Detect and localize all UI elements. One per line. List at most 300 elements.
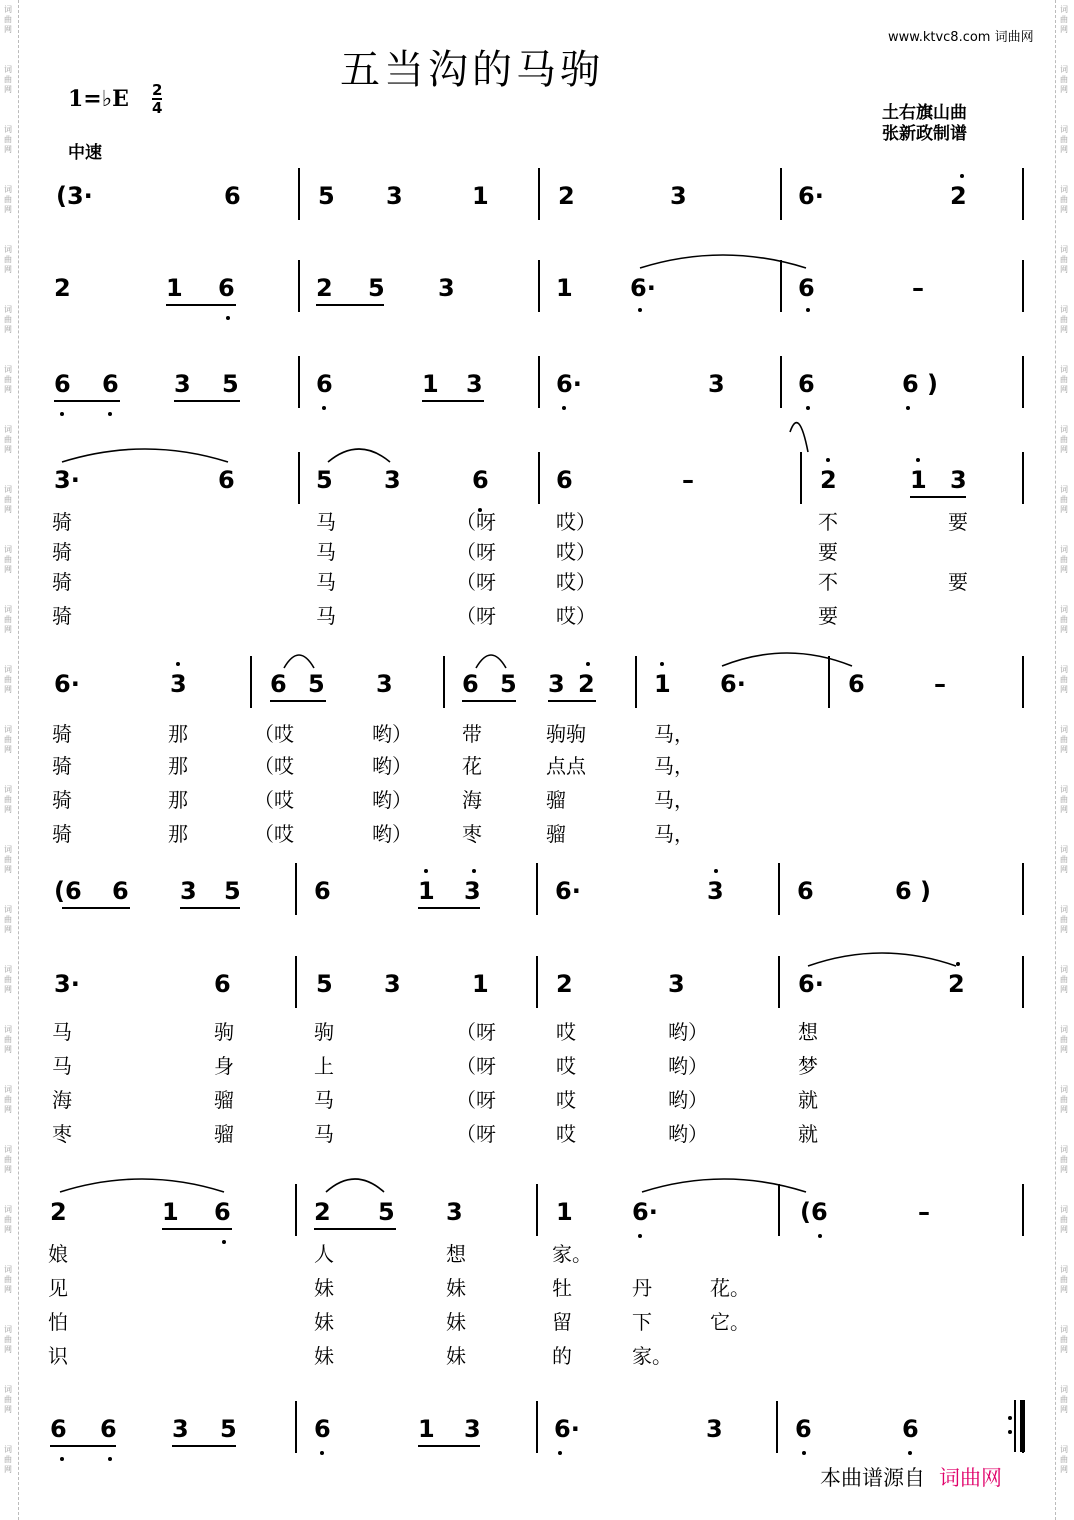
lyric: 妹: [314, 1276, 334, 1300]
slur: [284, 655, 314, 668]
lyric: （呀: [456, 540, 496, 564]
note: 1: [472, 182, 489, 210]
lyric: 驹驹: [546, 722, 586, 746]
lyric: 家。: [552, 1242, 592, 1266]
lyric: 骝: [546, 822, 566, 846]
barline: [295, 1401, 297, 1453]
watermark-text: 词 曲 网: [1060, 1325, 1068, 1354]
watermark-text: 词 曲 网: [4, 125, 12, 154]
beam-underline: [422, 400, 484, 402]
lyric: 哎: [556, 1122, 576, 1146]
note: 6: [798, 274, 815, 302]
watermark-text: 词 曲 网: [1060, 905, 1068, 934]
octave-dot: [322, 406, 326, 410]
note: 5: [318, 182, 335, 210]
watermark-text: 词 曲 网: [1060, 485, 1068, 514]
note: 6: [314, 877, 331, 905]
note: 3: [707, 877, 724, 905]
lyric: 下: [632, 1310, 652, 1334]
note: 2: [948, 970, 965, 998]
lyric: 它。: [710, 1310, 750, 1334]
beam-underline: [50, 1445, 116, 1447]
watermark-text: 词 曲 网: [4, 245, 12, 274]
lyric: 海: [462, 788, 482, 812]
note: 6: [462, 670, 479, 698]
octave-dot: [562, 406, 566, 410]
octave-dot: [320, 1451, 324, 1455]
beam-underline: [172, 1445, 236, 1447]
note: –: [912, 274, 924, 302]
barline: [536, 1184, 538, 1236]
key-signature: 1=♭E: [68, 86, 129, 112]
lyric: 骑: [52, 722, 72, 746]
note: 3: [386, 182, 403, 210]
lyric: 要: [818, 540, 838, 564]
barline: [295, 863, 297, 915]
octave-dot: [906, 406, 910, 410]
watermark-text: 词 曲 网: [4, 1265, 12, 1294]
beam-underline: [174, 400, 240, 402]
beam-underline: [316, 304, 384, 306]
note: 3: [170, 670, 187, 698]
barline: [538, 260, 540, 312]
note: 6: [100, 1415, 117, 1443]
watermark-text: 词 曲 网: [4, 485, 12, 514]
note: 2: [50, 1198, 67, 1226]
lyric: 马: [52, 1020, 72, 1044]
octave-dot: [638, 1234, 642, 1238]
note: 3: [706, 1415, 723, 1443]
watermark-text: 词 曲 网: [1060, 785, 1068, 814]
lyric: （呀: [456, 604, 496, 628]
watermark-text: 词 曲 网: [1060, 1145, 1068, 1174]
lyric: 哟）: [372, 754, 412, 778]
lyric: 留: [552, 1310, 572, 1334]
note: 1: [418, 877, 435, 905]
note: 3: [174, 370, 191, 398]
lyric: 骑: [52, 540, 72, 564]
watermark-text: 词 曲 网: [1060, 965, 1068, 994]
lyric: 怕: [48, 1310, 68, 1334]
note: 6 ): [902, 370, 939, 398]
note: 3: [384, 970, 401, 998]
beam-underline: [54, 400, 120, 402]
note: 5: [368, 274, 385, 302]
watermark-text: 词 曲 网: [4, 1445, 12, 1474]
note: 3: [384, 466, 401, 494]
lyric: 哎: [556, 1020, 576, 1044]
lyric: 就: [798, 1122, 818, 1146]
note: 3: [438, 274, 455, 302]
note: (6: [800, 1198, 828, 1226]
watermark-text: 词 曲 网: [1060, 725, 1068, 754]
watermark-text: 词 曲 网: [1060, 125, 1068, 154]
lyric: 骝: [214, 1122, 234, 1146]
lyric: 哟）: [668, 1088, 708, 1112]
watermark-text: 词 曲 网: [4, 1025, 12, 1054]
lyric: 花: [462, 754, 482, 778]
note: 6·: [556, 370, 582, 398]
lyric: 妹: [314, 1310, 334, 1334]
lyric: 要: [818, 604, 838, 628]
octave-dot: [60, 1457, 64, 1461]
note: 6: [218, 466, 235, 494]
barline: [295, 956, 297, 1008]
note: 2: [950, 182, 967, 210]
octave-dot: [424, 869, 428, 873]
lyric: 骑: [52, 604, 72, 628]
note: 3: [172, 1415, 189, 1443]
barline: [295, 1184, 297, 1236]
octave-dot: [802, 1451, 806, 1455]
lyric: 的: [552, 1344, 572, 1368]
barline: [536, 1401, 538, 1453]
lyric: 骑: [52, 822, 72, 846]
watermark-text: 词 曲 网: [4, 605, 12, 634]
right-watermark-strip: [1055, 0, 1074, 1520]
beam-underline: [180, 907, 240, 909]
watermark-text: 词 曲 网: [4, 1205, 12, 1234]
note: (6: [54, 877, 82, 905]
lyric: 哟）: [372, 788, 412, 812]
lyric: 哟）: [372, 722, 412, 746]
note: (3·: [56, 182, 93, 210]
lyric: 骝: [214, 1088, 234, 1112]
source-text: 本曲谱源自: [820, 1466, 925, 1490]
note: 6: [224, 182, 241, 210]
note: 2: [54, 274, 71, 302]
lyric: （哎: [254, 722, 294, 746]
lyric: 哎）: [556, 604, 596, 628]
lyric: 人: [314, 1242, 334, 1266]
lyric: 马: [316, 604, 336, 628]
note: 1: [422, 370, 439, 398]
lyric: 马: [314, 1122, 334, 1146]
octave-dot: [176, 662, 180, 666]
slur: [326, 1179, 384, 1192]
barline: [780, 260, 782, 312]
barline: [443, 656, 445, 708]
watermark-text: 词 曲 网: [4, 785, 12, 814]
beam-underline: [910, 496, 966, 498]
lyric: 马，: [654, 754, 694, 778]
note: 6: [214, 1198, 231, 1226]
slur: [62, 449, 228, 462]
barline: [1022, 260, 1024, 312]
barline: [298, 260, 300, 312]
barline: [780, 168, 782, 220]
barline: [1022, 1184, 1024, 1236]
barline: [1022, 863, 1024, 915]
note: 6: [798, 370, 815, 398]
note: 1: [166, 274, 183, 302]
note: 6: [102, 370, 119, 398]
lyric: 骑: [52, 788, 72, 812]
note: 3: [950, 466, 967, 494]
note: 1: [910, 466, 927, 494]
barline: [1022, 656, 1024, 708]
barline: [780, 356, 782, 408]
octave-dot: [960, 174, 964, 178]
octave-dot: [806, 406, 810, 410]
octave-dot: [660, 662, 664, 666]
lyric: 哟）: [668, 1054, 708, 1078]
site-url[interactable]: www.ktvc8.com 词曲网: [888, 30, 1034, 45]
lyric: 花。: [710, 1276, 750, 1300]
lyric: 骑: [52, 510, 72, 534]
note: 1: [472, 970, 489, 998]
credits: [882, 103, 967, 145]
time-signature-bottom: 4: [152, 99, 163, 117]
lyric: 身: [214, 1054, 234, 1078]
beam-underline: [548, 700, 596, 702]
note: 1: [654, 670, 671, 698]
watermark-text: 词 曲 网: [1060, 365, 1068, 394]
lyric: 梦: [798, 1054, 818, 1078]
lyric: 上: [314, 1054, 334, 1078]
note: 3·: [54, 466, 80, 494]
lyric: 那: [168, 722, 188, 746]
watermark-text: 词 曲 网: [4, 665, 12, 694]
note: 5: [378, 1198, 395, 1226]
lyric: 骑: [52, 570, 72, 594]
beam-underline: [418, 907, 480, 909]
beam-underline: [314, 1228, 396, 1230]
watermark-text: 词 曲 网: [1060, 5, 1068, 34]
note: 3: [464, 877, 481, 905]
final-barline-thin: [1014, 1400, 1016, 1452]
note: –: [934, 670, 946, 698]
octave-dot: [916, 458, 920, 462]
note: 3: [548, 670, 565, 698]
note: 6·: [555, 877, 581, 905]
barline: [536, 956, 538, 1008]
left-watermark-strip: [0, 0, 19, 1520]
lyric: （呀: [456, 510, 496, 534]
octave-dot: [714, 869, 718, 873]
repeat-dot: [1008, 1416, 1012, 1420]
barline: [1022, 168, 1024, 220]
lyric: （呀: [456, 570, 496, 594]
watermark-text: 词 曲 网: [1060, 1265, 1068, 1294]
watermark-text: 词 曲 网: [1060, 1025, 1068, 1054]
barline: [1022, 452, 1024, 504]
watermark-text: 词 曲 网: [4, 545, 12, 574]
barline: [298, 452, 300, 504]
note: 6·: [798, 970, 824, 998]
lyric: 哟）: [668, 1122, 708, 1146]
note: 6: [54, 370, 71, 398]
note: 6: [214, 970, 231, 998]
slur: [808, 953, 956, 966]
watermark-text: 词 曲 网: [4, 965, 12, 994]
octave-dot: [908, 1451, 912, 1455]
lyric: 妹: [446, 1344, 466, 1368]
lyric: 马，: [654, 722, 694, 746]
note: 6·: [798, 182, 824, 210]
beam-underline: [418, 1445, 480, 1447]
lyric: 哎）: [556, 570, 596, 594]
watermark-text: 词 曲 网: [1060, 845, 1068, 874]
watermark-text: 词 曲 网: [1060, 305, 1068, 334]
lyric: （呀: [456, 1054, 496, 1078]
octave-dot: [638, 308, 642, 312]
beam-underline: [462, 700, 516, 702]
lyric: 哎: [556, 1054, 576, 1078]
note: 3: [446, 1198, 463, 1226]
note: 5: [316, 466, 333, 494]
watermark-text: 词 曲 网: [4, 1145, 12, 1174]
barline: [538, 356, 540, 408]
note: 6: [795, 1415, 812, 1443]
watermark-text: 词 曲 网: [1060, 425, 1068, 454]
lyric: 马: [316, 540, 336, 564]
lyric: 妹: [314, 1344, 334, 1368]
barline: [538, 452, 540, 504]
lyric: 马: [314, 1088, 334, 1112]
lyric: 那: [168, 754, 188, 778]
beam-underline: [166, 304, 236, 306]
source-footer: [820, 1462, 1002, 1492]
slur: [60, 1179, 224, 1192]
note: 3·: [54, 970, 80, 998]
watermark-text: 词 曲 网: [4, 725, 12, 754]
watermark-text: 词 曲 网: [1060, 1445, 1068, 1474]
lyric: （哎: [254, 788, 294, 812]
note: 2: [820, 466, 837, 494]
watermark-text: 词 曲 网: [1060, 245, 1068, 274]
octave-dot: [222, 1240, 226, 1244]
lyric: 海: [52, 1088, 72, 1112]
note: 1: [418, 1415, 435, 1443]
lyric: 点点: [546, 754, 586, 778]
barline: [635, 656, 637, 708]
note: 3: [180, 877, 197, 905]
beam-underline: [162, 1228, 232, 1230]
lyric: 枣: [52, 1122, 72, 1146]
watermark-text: 词 曲 网: [4, 1085, 12, 1114]
note: 6: [314, 1415, 331, 1443]
lyric: 家。: [632, 1344, 672, 1368]
note: 5: [222, 370, 239, 398]
note: 6: [218, 274, 235, 302]
note: 3: [708, 370, 725, 398]
lyric: 驹: [314, 1020, 334, 1044]
watermark-text: 词 曲 网: [4, 5, 12, 34]
note: 6: [112, 877, 129, 905]
song-title: 五当沟的马驹: [340, 47, 604, 93]
lyric: （呀: [456, 1122, 496, 1146]
watermark-text: 词 曲 网: [4, 845, 12, 874]
lyric: 枣: [462, 822, 482, 846]
note: 6: [50, 1415, 67, 1443]
composer-credit: 土右旗山曲: [882, 103, 967, 123]
octave-dot: [558, 1451, 562, 1455]
barline: [800, 452, 802, 504]
note: 2: [578, 670, 595, 698]
note: 6: [270, 670, 287, 698]
barline: [778, 956, 780, 1008]
lyric: 那: [168, 788, 188, 812]
lyric: 马: [316, 510, 336, 534]
watermark-text: 词 曲 网: [1060, 65, 1068, 94]
barline: [538, 168, 540, 220]
source-site-link[interactable]: 词曲网: [939, 1466, 1002, 1490]
barline: [778, 1184, 780, 1236]
note: 2: [316, 274, 333, 302]
note: 5: [500, 670, 517, 698]
lyric: 不: [818, 570, 838, 594]
note: 5: [308, 670, 325, 698]
beam-underline: [62, 907, 130, 909]
octave-dot: [60, 412, 64, 416]
lyric: 驹: [214, 1020, 234, 1044]
watermark-text: 词 曲 网: [4, 185, 12, 214]
note: 2: [556, 970, 573, 998]
note: 3: [464, 1415, 481, 1443]
watermark-text: 词 曲 网: [4, 1325, 12, 1354]
watermark-text: 词 曲 网: [1060, 1085, 1068, 1114]
lyric: 想: [446, 1242, 466, 1266]
barline: [1022, 956, 1024, 1008]
watermark-text: 词 曲 网: [1060, 545, 1068, 574]
note: –: [682, 466, 694, 494]
slur: [722, 653, 852, 666]
arranger-credit: 张新政制谱: [882, 124, 967, 144]
octave-dot: [826, 458, 830, 462]
watermark-text: 词 曲 网: [1060, 1205, 1068, 1234]
lyric: （呀: [456, 1020, 496, 1044]
note: 6·: [554, 1415, 580, 1443]
note: 6·: [720, 670, 746, 698]
lyric: 牡: [552, 1276, 572, 1300]
barline: [298, 356, 300, 408]
lyric: 哟）: [372, 822, 412, 846]
note: 3: [668, 970, 685, 998]
lyric: 见: [48, 1276, 68, 1300]
note: 1: [162, 1198, 179, 1226]
note: 6: [797, 877, 814, 905]
octave-dot: [956, 962, 960, 966]
note: 6·: [632, 1198, 658, 1226]
watermark-text: 词 曲 网: [4, 905, 12, 934]
watermark-text: 词 曲 网: [1060, 605, 1068, 634]
watermark-text: 词 曲 网: [4, 305, 12, 334]
lyric: 那: [168, 822, 188, 846]
lyric: 要: [948, 570, 968, 594]
note: 3: [466, 370, 483, 398]
lyric: 哟）: [668, 1020, 708, 1044]
lyric: 就: [798, 1088, 818, 1112]
time-signature-top: 2: [152, 81, 163, 99]
note: 1: [556, 1198, 573, 1226]
watermark-text: 词 曲 网: [1060, 1385, 1068, 1414]
lyric: 娘: [48, 1242, 68, 1266]
note: 6·: [54, 670, 80, 698]
lyric: （哎: [254, 822, 294, 846]
lyric: 哎）: [556, 510, 596, 534]
watermark-text: 词 曲 网: [4, 1385, 12, 1414]
note: 6·: [630, 274, 656, 302]
octave-dot: [226, 316, 230, 320]
barline: [1022, 356, 1024, 408]
slur: [328, 449, 390, 462]
watermark-text: 词 曲 网: [1060, 665, 1068, 694]
barline: [828, 656, 830, 708]
note: –: [918, 1198, 930, 1226]
repeat-dot: [1008, 1430, 1012, 1434]
slur: [476, 655, 506, 668]
